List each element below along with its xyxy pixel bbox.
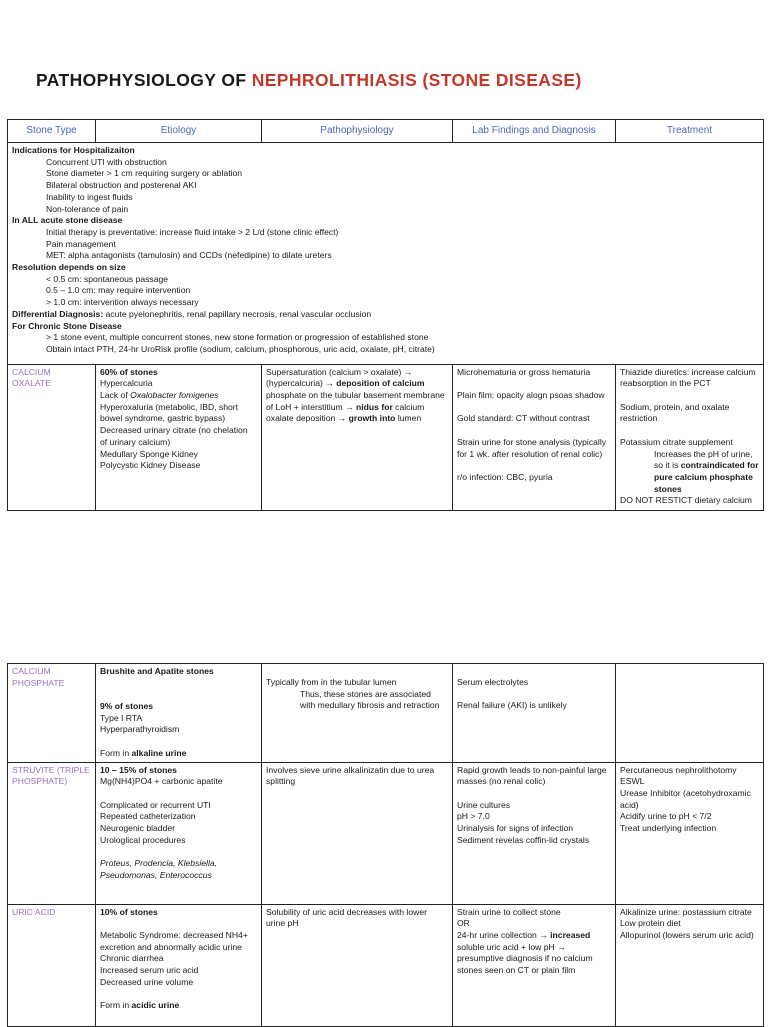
list-item: Obtain intact PTH, 24-hr UroRisk profile (sodium, calcium, phosphorous, uric acid, oxalate, pH, citrate): [46, 343, 435, 354]
list-item: Treat underlying infection: [620, 823, 717, 834]
list-item: Rapid growth leads to non-painful large masses (no renal colic): [457, 764, 607, 787]
patho-text: [266, 367, 448, 426]
list-item: Hyperparathyroidism: [100, 724, 180, 735]
bold-text: growth into: [348, 413, 396, 424]
italic-text: Oxalobacter fomigenes: [130, 390, 219, 401]
text: phosphate on the tubular basement membrane of LoH + interstitium →: [266, 390, 445, 412]
list-item: Potassium citrate supplement: [620, 436, 733, 447]
list-item: pH > 7.0: [457, 811, 490, 822]
list-item: Urinalysis for signs of infection: [457, 823, 574, 834]
list-item: [620, 449, 759, 496]
text: Form in: [100, 1000, 132, 1011]
list-item: [100, 390, 257, 402]
text: calcium oxalate deposition →: [266, 401, 425, 424]
list-item: Renal failure (AKI) is unlikely: [457, 700, 567, 711]
list-item: < 0.5 cm: spontaneous passage: [46, 273, 169, 284]
organism-list: Proteus, Prodencia, Klebsiella, Pseudomonas, Enterococcus: [100, 858, 218, 880]
etiology-heading: Brushite and Apatite stones: [100, 666, 214, 676]
indications-heading: Indications for Hospitalizaiton: [12, 145, 135, 155]
list-item: Non-tolerance of pain: [46, 203, 129, 214]
title-prefix: PATHOPHYSIOLOGY OF: [36, 70, 252, 90]
stone-type-struvite: STRUVITE (TRIPLE PHOSPHATE): [8, 762, 96, 904]
text: Lack of: [100, 390, 131, 401]
stone-table-bottom: [7, 663, 764, 1027]
treatment-cell: [616, 762, 764, 904]
list-item: Urease Inhibitor (acetohydroxamic acid): [620, 787, 751, 810]
lab-cell: [453, 762, 616, 904]
list-item: ESWL: [620, 776, 645, 787]
list-item: > 1.0 cm: intervention always necessary: [46, 297, 199, 308]
list-item: Strain urine for stone analysis (typically for 1 wk. after resolution of renal colic): [457, 436, 607, 459]
chronic-heading: For Chronic Stone Disease: [12, 320, 122, 331]
list-item: Repeated catheterization: [100, 811, 196, 822]
list-item: Hyperoxaluria (metabolic, IBD, short bowel syndrome, gastric bypass): [100, 401, 239, 424]
text: Increases the pH of urine, so it is: [654, 448, 753, 471]
list-item: Metabolic Syndrome: decreased NH4+ excretion and abnormally acidic urine: [100, 929, 248, 952]
stone-table-top: [7, 119, 764, 511]
list-item: Concurrent UTI with obstruction: [46, 156, 167, 167]
list-item: Increased serum uric acid: [100, 965, 199, 976]
lab-cell: [453, 904, 616, 1026]
header-stone-type: Stone Type: [8, 120, 96, 143]
stone-type-calcium-oxalate: CALCIUM OXALATE: [8, 364, 96, 510]
differential-diagnosis: [12, 309, 759, 321]
treatment-cell: [616, 664, 764, 763]
list-item: Complicated or recurrent UTI: [100, 799, 211, 810]
calcium-phosphate-row: [8, 664, 764, 763]
header-treatment: Treatment: [616, 120, 764, 143]
list-item: Gold standard: CT without contrast: [457, 413, 590, 424]
list-item: Strain urine to collect stone: [457, 906, 561, 917]
list-item: [100, 748, 257, 760]
text: Supersaturation (calcium > oxalate) → (hypercalcuria) →: [266, 366, 413, 389]
list-item: r/o infection: CBC, pyuria: [457, 471, 553, 482]
list-item: Sodium, protein, and oxalate restriction: [620, 401, 730, 424]
pathophysiology-cell: [262, 762, 453, 904]
list-item: Involves sieve urine alkalinizatin due to urea splitting: [266, 764, 435, 787]
header-pathophysiology: Pathophysiology: [262, 120, 453, 143]
list-item: Serum electrolytes: [457, 677, 529, 687]
bold-text: alkaline urine: [131, 747, 187, 758]
etiology-heading: 10 – 15% of stones: [100, 764, 177, 775]
pathophysiology-cell: [262, 904, 453, 1026]
text: lumen: [395, 413, 422, 424]
treatment-cell: [616, 364, 764, 510]
list-item: Hypercalcuria: [100, 378, 153, 389]
etiology-cell: [96, 762, 262, 904]
list-item: DO NOT RESTICT dietary calcium: [620, 495, 752, 506]
bold-text: deposition of calcium: [336, 378, 425, 389]
list-item: [457, 930, 611, 977]
list-item: Thiazide diuretics: increase calcium reabsorption in the PCT: [620, 366, 756, 389]
uric-acid-row: [8, 904, 764, 1026]
bold-text: nidus for: [356, 401, 393, 412]
list-item: OR: [457, 918, 470, 929]
list-item: Plain film: opacity alogn psoas shadow: [457, 390, 605, 401]
header-etiology: Etiology: [96, 120, 262, 143]
resolution-heading: Resolution depends on size: [12, 262, 126, 273]
etiology-cell: [96, 364, 262, 510]
list-item: Type I RTA: [100, 712, 143, 723]
list-item: Pain management: [46, 238, 116, 249]
list-item: Urologlical procedures: [100, 834, 186, 845]
dd-text: acute pyelonephritis, renal papillary necrosis, renal vascular occlusion: [103, 308, 372, 319]
treatment-cell: [616, 904, 764, 1026]
etiology-heading: 10% of stones: [100, 906, 158, 917]
indications-row: [8, 143, 764, 365]
bold-text: contraindicated for pure calcium phosphate stones: [654, 460, 759, 494]
list-item: Sediment revelas coffin-lid crystals: [457, 834, 590, 845]
acute-heading: In ALL acute stone disease: [12, 215, 123, 226]
list-item: 0.5 – 1.0 cm: may require intervention: [46, 285, 191, 296]
list-item: Bilateral obstruction and posterenal AKI: [46, 180, 197, 191]
list-item: Urine cultures: [457, 799, 511, 810]
bold-text: increased: [550, 929, 591, 940]
text: 24-hr urine collection →: [457, 929, 551, 940]
list-item: Thus, these stones are associated with medullary fibrosis and retraction: [300, 688, 440, 711]
list-item: Stone diameter > 1 cm requiring surgery or ablation: [46, 168, 243, 179]
list-item: Solubility of uric acid decreases with lower urine pH: [266, 906, 427, 929]
list-item: Inability to ingest fluids: [46, 191, 133, 202]
etiology-heading: 60% of stones: [100, 366, 158, 377]
indications-cell: [8, 143, 764, 365]
list-item: Microhematuria or gross hematuria: [457, 366, 591, 377]
list-item: Medullary Sponge Kidney: [100, 448, 198, 459]
list-item: Polycystic Kidney Disease: [100, 460, 201, 471]
stone-type-uric-acid: URIC ACID: [8, 904, 96, 1026]
list-item: Mg(NH4)PO4 + carbonic apatite: [100, 776, 223, 787]
pathophysiology-cell: [262, 664, 453, 763]
list-item: Percutaneous nephrolithotomy: [620, 764, 737, 775]
header-lab-findings: Lab Findings and Diagnosis: [453, 120, 616, 143]
list-item: Alkalinize urine: postassium citrate: [620, 906, 752, 917]
list-item: Chronic diarrhea: [100, 953, 164, 964]
list-item: Allopurinol (lowers serum uric acid): [620, 929, 754, 940]
list-item: Decreased urinary citrate (no chelation of urinary calcium): [100, 425, 248, 447]
header-row: [8, 120, 764, 143]
lab-cell: [453, 664, 616, 763]
list-item: [100, 1000, 257, 1012]
list-item: MET: alpha antagonists (tamulosin) and CCDs (nefedipine) to dilate ureters: [46, 250, 332, 261]
list-item: Typically from in the tubular lumen: [266, 677, 397, 687]
list-item: Acidify urine to pH < 7/2: [620, 811, 712, 822]
text: soluble uric acid + low pH → presumptive diagnosis if no calcium stones seen on CT or plain film: [457, 941, 593, 976]
list-item: Neurogenic bladder: [100, 823, 176, 834]
pathophysiology-cell: [262, 364, 453, 510]
calcium-oxalate-row: [8, 364, 764, 510]
dd-label: Differential Diagnosis:: [12, 308, 104, 319]
lab-cell: [453, 364, 616, 510]
title-highlight: NEPHROLITHIASIS (STONE DISEASE): [251, 70, 582, 90]
list-item: Decreased urine volume: [100, 976, 194, 987]
list-item: Initial therapy is preventative: increase fluid intake > 2 L/d (stone clinic effect): [46, 226, 339, 237]
struvite-row: [8, 762, 764, 904]
etiology-cell: [96, 664, 262, 763]
page-title: [36, 70, 582, 91]
text: Form in: [100, 747, 132, 758]
list-item: > 1 stone event, multiple concurrent stones, new stone formation or progression of established stone: [46, 332, 429, 343]
list-item: Low protein diet: [620, 918, 681, 929]
bold-text: acidic urine: [131, 1000, 180, 1011]
etiology-cell: [96, 904, 262, 1026]
etiology-percent: 9% of stones: [100, 701, 154, 712]
stone-type-calcium-phosphate: CALCIUM PHOSPHATE: [8, 664, 96, 763]
